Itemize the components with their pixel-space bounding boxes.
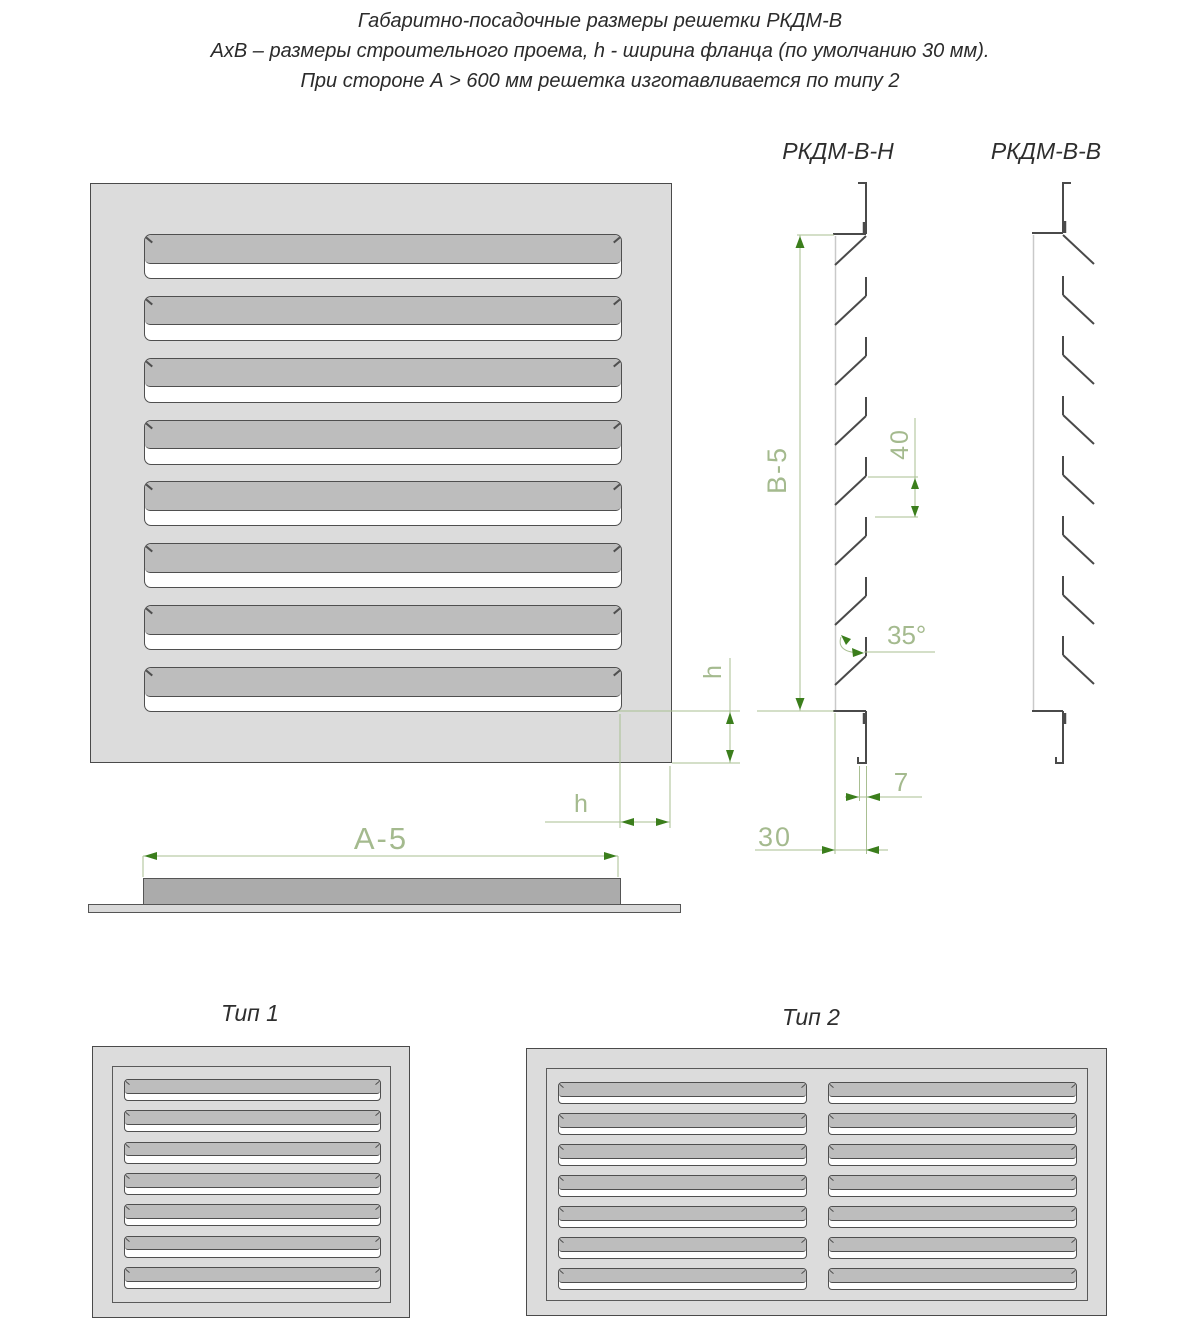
louver-profile-line [1063, 516, 1094, 564]
louver-profile-line [1063, 396, 1094, 444]
louver-profile-line [835, 337, 866, 385]
dim-flange-h-horizontal: h [574, 790, 588, 818]
louver-profile-line [835, 397, 866, 445]
louver-profile-line [835, 457, 866, 505]
side-view-left-profile [833, 183, 866, 763]
side-view-left-label: РКДМ-В-Н [782, 138, 894, 164]
louver-profile-line [1063, 276, 1094, 324]
louver-profile-line [835, 236, 866, 265]
type2-label: Тип 2 [782, 1004, 840, 1030]
louver-profile-line [1063, 235, 1094, 264]
louver-profile-line [1063, 456, 1094, 504]
dim-louver-pitch: 40 [886, 428, 914, 460]
louver-profile-line [835, 277, 866, 325]
side-view-right-label: РКДМ-В-В [990, 138, 1102, 164]
louver-profile-line [1063, 576, 1094, 624]
dim-hem-width: 7 [893, 767, 909, 797]
dimension-lines [143, 235, 935, 877]
louver-profile-line [835, 577, 866, 625]
side-view-right-louvers [1063, 235, 1094, 684]
title-line-3: При стороне А > 600 мм решетка изготавливается по типу 2 [300, 70, 900, 92]
louver-profile-line [835, 517, 866, 565]
dim-grille-width: А-5 [353, 821, 409, 856]
louver-profile-line [1063, 336, 1094, 384]
side-view-right-profile [1032, 183, 1071, 763]
dim-grille-height: В-5 [762, 445, 792, 495]
type1-label: Тип 1 [221, 1000, 279, 1026]
dimension-arrows [144, 236, 919, 860]
dim-flange-h-vertical: h [699, 665, 727, 679]
side-view-left-louvers [835, 236, 866, 685]
louver-profile-line [835, 637, 866, 685]
dim-louver-angle: 35° [887, 620, 927, 650]
louver-profile-line [1063, 636, 1094, 684]
title-line-2: АхВ – размеры строительного проема, h - ширина фланца (по умолчанию 30 мм). [210, 40, 990, 62]
title-line-1: Габаритно-посадочные размеры решетки РКДМ-В [357, 10, 843, 32]
dim-flange-default: 30 [757, 822, 793, 852]
